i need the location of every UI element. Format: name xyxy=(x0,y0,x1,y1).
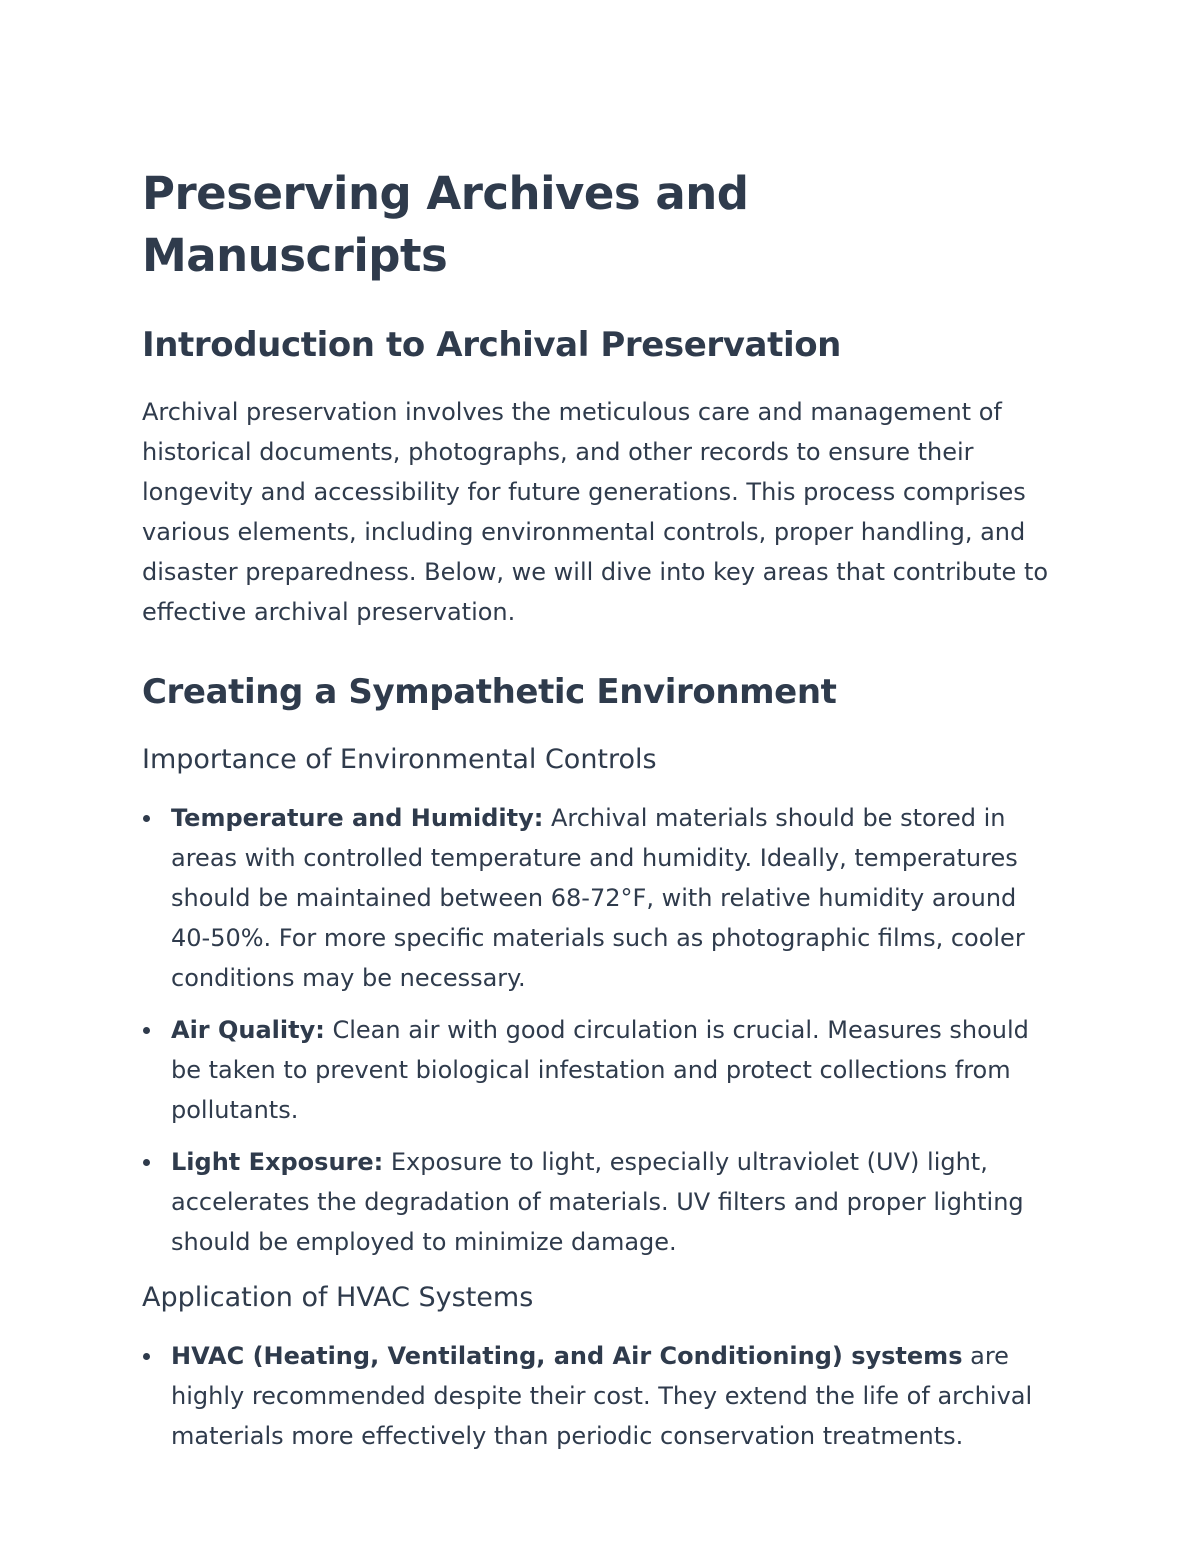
controls-heading: Importance of Environmental Controls xyxy=(142,744,657,775)
item-text: are highly recommended despite their cost. They extend the life of archival materials more effectively than periodic conservation treatments. xyxy=(171,1342,1033,1450)
page-title: Preserving Archives and Manuscripts xyxy=(142,167,749,282)
list-item xyxy=(142,798,1062,998)
list-item xyxy=(142,1336,1062,1456)
intro-heading: Introduction to Archival Preservation xyxy=(142,325,841,365)
list-item xyxy=(142,1142,1062,1262)
bullet-icon xyxy=(143,815,150,822)
list-item xyxy=(142,1010,1062,1130)
item-term: Temperature and Humidity: xyxy=(171,804,544,832)
item-text: Exposure to light, especially ultraviolet (UV) light, accelerates the degradation of materials. UV filters and proper lighting should be employed to minimize damage. xyxy=(171,1148,1024,1256)
bullet-icon xyxy=(143,1027,150,1034)
hvac-list xyxy=(142,1336,1062,1456)
bullet-icon xyxy=(143,1353,150,1360)
bullet-icon xyxy=(143,1159,150,1166)
intro-paragraph: Archival preservation involves the meticulous care and management of historical documents, photographs, and other records to ensure their longevity and accessibility for future generations. This process comprises various elements, including environmental controls, proper handling, and disaster preparedness. Below, we will dive into key areas that contribute to effective archival preservation. xyxy=(142,398,1049,626)
item-term: HVAC (Heating, Ventilating, and Air Conditioning) systems xyxy=(171,1342,963,1370)
document-page xyxy=(142,163,1062,1456)
controls-list xyxy=(142,798,1062,1262)
item-term: Light Exposure: xyxy=(171,1148,384,1176)
item-text: Clean air with good circulation is crucial. Measures should be taken to prevent biological infestation and protect collections from pollutants. xyxy=(171,1016,1029,1124)
item-term: Air Quality: xyxy=(171,1016,325,1044)
item-text: Archival materials should be stored in areas with controlled temperature and humidity. Ideally, temperatures should be maintained between 68-72°F, with relative humidity around 40-50%. For more specific materials such as photographic films, cooler conditions may be necessary. xyxy=(171,804,1025,992)
hvac-heading: Application of HVAC Systems xyxy=(142,1282,534,1313)
environment-heading: Creating a Sympathetic Environment xyxy=(142,672,837,712)
